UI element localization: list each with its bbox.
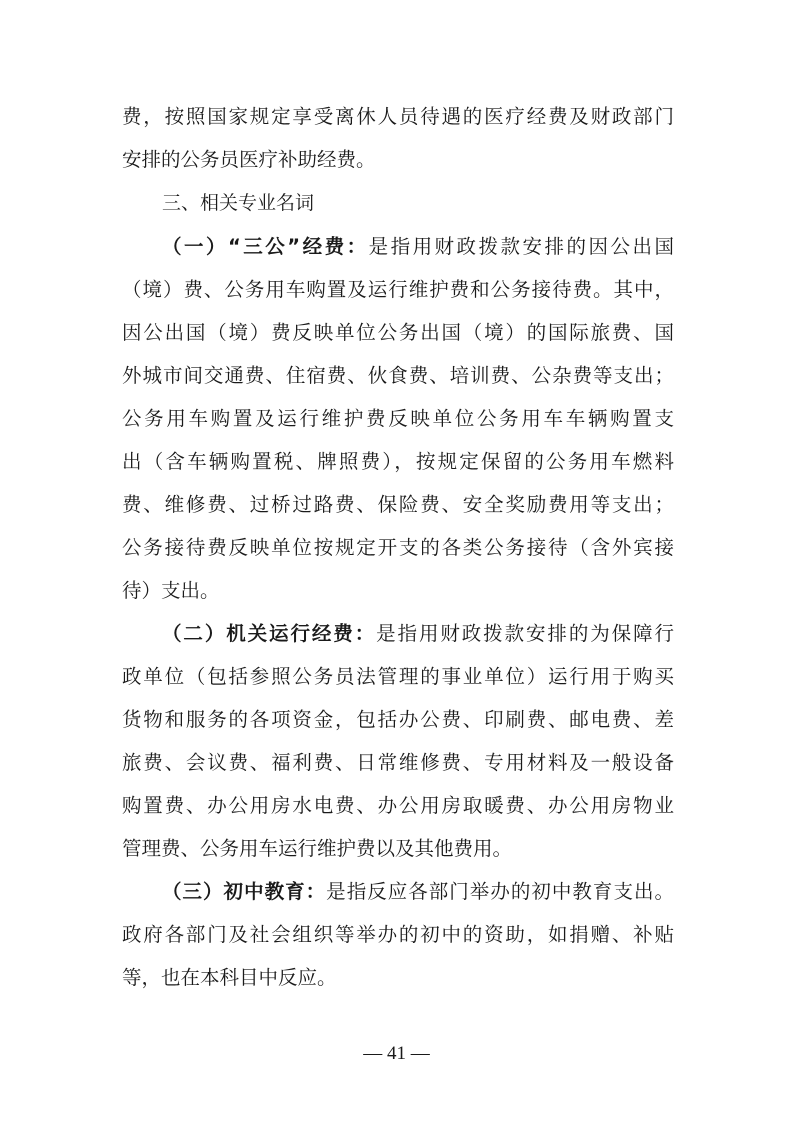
carryover-line-1: 费，按照国家规定享受离休人员待遇的医疗经费及财政部门 <box>122 105 674 128</box>
term1-first-text: 是指用财政拨款安排的因公出国 <box>368 235 674 258</box>
term3-first-text: 是指反应各部门举办的初中教育支出。 <box>326 880 674 903</box>
term1-lead: （一）“三公”经费： <box>162 235 369 258</box>
term1-line-3: 外城市间交通费、住宿费、伙食费、培训费、公杂费等支出； <box>122 364 674 387</box>
term1-line-1: （境）费、公务用车购置及运行维护费和公务接待费。其中， <box>122 278 674 301</box>
term1-first-line <box>162 233 674 260</box>
term2-line-2: 货物和服务的各项资金，包括办公费、印刷费、邮电费、差 <box>122 708 674 731</box>
page-number: — 41 — <box>363 1043 430 1064</box>
term1-line-8: 待）支出。 <box>122 579 220 602</box>
term2-first-line <box>162 620 674 647</box>
term3-line-1: 政府各部门及社会组织等举办的初中的资助，如捐赠、补贴 <box>122 923 674 946</box>
term2-line-5: 管理费、公务用车运行维护费以及其他费用。 <box>122 837 513 860</box>
term2-lead: （二）机关运行经费： <box>162 622 377 645</box>
term1-line-6: 费、维修费、过桥过路费、保险费、安全奖励费用等支出； <box>122 493 674 516</box>
term3-lead: （三）初中教育： <box>162 880 327 903</box>
term1-line-7: 公务接待费反映单位按规定开支的各类公务接待（含外宾接 <box>122 536 674 559</box>
term2-line-4: 购置费、办公用房水电费、办公用房取暖费、办公用房物业 <box>122 794 674 817</box>
term1-line-2: 因公出国（境）费反映单位公务出国（境）的国际旅费、国 <box>122 321 674 344</box>
term3-first-line <box>162 878 674 905</box>
carryover-line-2: 安排的公务员医疗补助经费。 <box>122 148 376 171</box>
term2-first-text: 是指用财政拨款安排的为保障行 <box>376 622 674 645</box>
term2-line-1: 政单位（包括参照公务员法管理的事业单位）运行用于购买 <box>122 665 674 688</box>
section-heading: 三、相关专业名词 <box>162 192 315 214</box>
term3-line-2: 等，也在本科目中反应。 <box>122 966 337 989</box>
term1-line-4: 公务用车购置及运行维护费反映单位公务用车车辆购置支 <box>122 407 674 430</box>
term1-line-5: 出（含车辆购置税、牌照费），按规定保留的公务用车燃料 <box>122 450 674 473</box>
term2-line-3: 旅费、会议费、福利费、日常维修费、专用材料及一般设备 <box>122 751 674 774</box>
